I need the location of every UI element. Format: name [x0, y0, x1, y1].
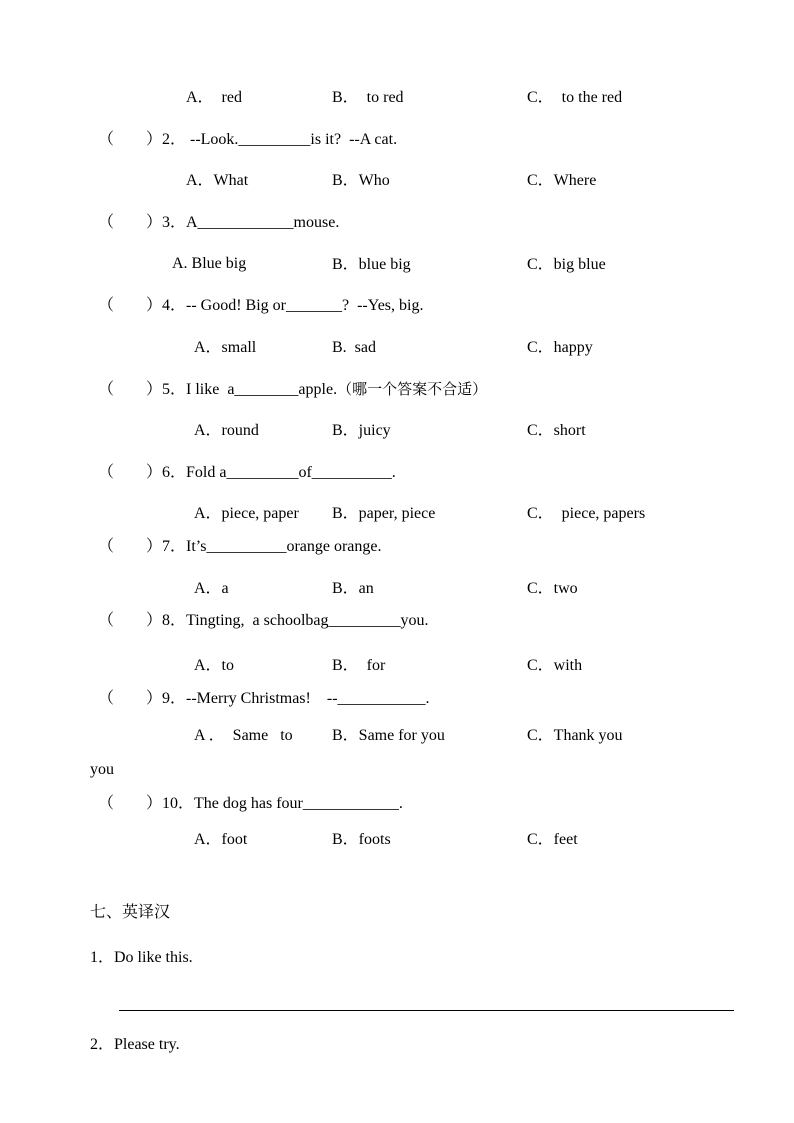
question-4-option-c: C．happy — [527, 339, 593, 356]
question-8-option-b: B． for — [332, 657, 386, 674]
question-3-option-c: C．big blue — [527, 256, 606, 273]
question-2-option-a: A．What — [186, 172, 249, 189]
question-10-option-a: A．foot — [194, 831, 248, 848]
question-3-option-b: B．blue big — [332, 256, 411, 273]
question-9-option-c: C．Thank you — [527, 727, 623, 744]
question-8-option-a: A．to — [194, 657, 235, 674]
question-5-option-b: B．juicy — [332, 422, 391, 439]
question-4-option-b: B. sad — [332, 339, 376, 356]
prev-option-b: B． to red — [332, 89, 404, 106]
question-7-option-a: A．a — [194, 580, 229, 597]
question-6-stem: （ ）6．Fold a_________of__________. — [98, 464, 396, 481]
prev-option-a: A． red — [186, 89, 242, 106]
translation-item-1: 1．Do like this. — [90, 949, 193, 966]
question-4-stem: （ ）4．-- Good! Big or_______? --Yes, big. — [98, 297, 424, 314]
section-7-title: 七、英译汉 — [90, 902, 171, 921]
question-2-stem: （ ）2． --Look._________is it? --A cat. — [98, 131, 398, 148]
question-5-note: （哪一个答案不合适） — [337, 380, 488, 398]
question-6-option-b: B．paper, piece — [332, 505, 436, 522]
question-9-option-b: B．Same for you — [332, 727, 445, 744]
question-5-option-a: A．round — [194, 422, 259, 439]
question-10-option-c: C．feet — [527, 831, 578, 848]
prev-option-c: C． to the red — [527, 89, 623, 106]
question-9-stem: （ ）9．--Merry Christmas! --___________. — [98, 690, 430, 707]
question-10-option-b: B．foots — [332, 831, 391, 848]
question-10-stem: （ ）10．The dog has four____________. — [98, 795, 403, 812]
question-2-option-c: C．Where — [527, 172, 597, 189]
question-5-option-c: C．short — [527, 422, 586, 439]
question-3-stem: （ ）3．A____________mouse. — [98, 214, 340, 231]
question-2-option-b: B．Who — [332, 172, 390, 189]
question-6-option-a: A．piece, paper — [194, 505, 299, 522]
question-5-stem — [98, 379, 487, 400]
question-7-stem: （ ）7．It’s__________orange orange. — [98, 538, 382, 555]
question-9-wrap: you — [90, 761, 114, 778]
question-6-option-c: C． piece, papers — [527, 505, 646, 522]
question-9-option-a: A ． Same to — [194, 727, 293, 744]
question-4-option-a: A．small — [194, 339, 257, 356]
translation-item-2: 2．Please try. — [90, 1036, 180, 1053]
question-8-stem: （ ）8．Tingting, a schoolbag_________you. — [98, 612, 429, 629]
question-8-option-c: C．with — [527, 657, 583, 674]
answer-line-1 — [119, 1010, 734, 1011]
question-7-option-b: B．an — [332, 580, 374, 597]
question-5-stem-text: （ ）5．I like a________apple. — [98, 381, 338, 398]
question-7-option-c: C．two — [527, 580, 578, 597]
question-3-option-a: A. Blue big — [172, 255, 247, 272]
